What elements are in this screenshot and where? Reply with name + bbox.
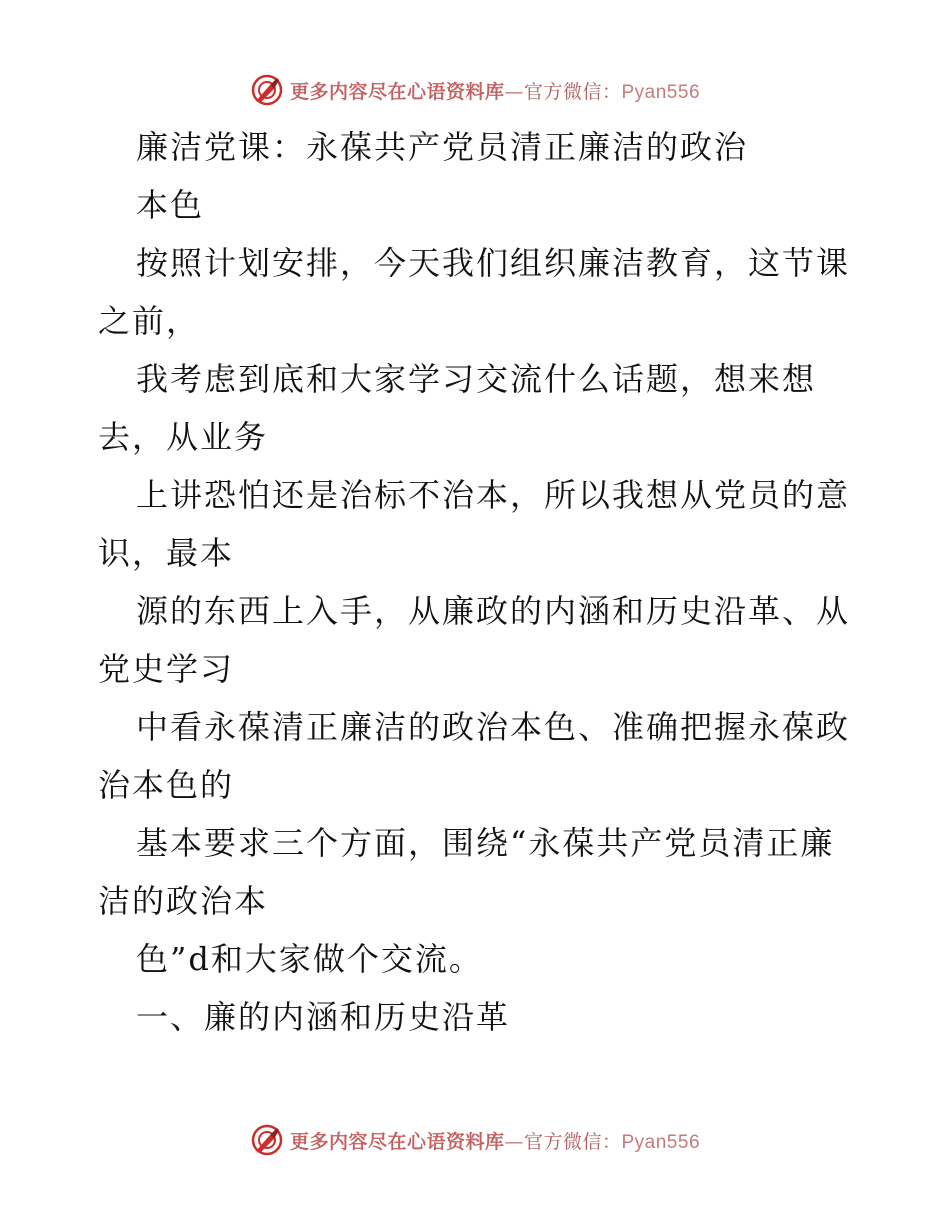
watermark-separator: — (504, 1130, 524, 1153)
paragraph-line: 源的东西上入手，从廉政的内涵和历史沿革、从 (136, 592, 851, 630)
paragraph-line: 去，从业务 (98, 418, 269, 456)
footer-watermark (0, 1120, 950, 1160)
paragraph-line: 识，最本 (98, 534, 235, 572)
paragraph-line: 上讲恐怕还是治标不治本，所以我想从党员的意 (136, 476, 851, 514)
watermark-account: Pyan556 (621, 81, 701, 103)
paragraph-line: 治本色的 (98, 766, 235, 804)
watermark-brand: 更多内容尽在心语资料库 (289, 1130, 505, 1153)
watermark-brand: 更多内容尽在心语资料库 (289, 80, 505, 103)
section-heading: 一、廉的内涵和历史沿革 (136, 998, 511, 1036)
paragraph-line: 洁的政治本 (98, 882, 269, 920)
document-body (98, 118, 858, 1046)
library-logo-icon (250, 73, 284, 107)
paragraph-line: 党史学习 (98, 650, 235, 688)
header-watermark (0, 70, 950, 110)
paragraph-line: 基本要求三个方面，围绕“永葆共产党员清正廉 (136, 824, 835, 862)
watermark-separator: — (504, 80, 524, 103)
watermark-text (290, 1127, 700, 1154)
paragraph-line: 我考虑到底和大家学习交流什么话题，想来想 (136, 360, 817, 398)
library-logo-icon (250, 1123, 284, 1157)
watermark-text (290, 77, 700, 104)
document-title-line-1: 廉洁党课：永葆共产党员清正廉洁的政治 (136, 128, 749, 166)
document-title-line-2: 本色 (136, 186, 205, 224)
watermark-account: Pyan556 (621, 1131, 701, 1153)
paragraph-line: 按照计划安排，今天我们组织廉洁教育，这节课 (136, 244, 851, 282)
watermark-contact-label: 官方微信： (523, 1130, 622, 1153)
watermark-contact-label: 官方微信： (523, 80, 622, 103)
paragraph-line: 中看永葆清正廉洁的政治本色、准确把握永葆政 (136, 708, 851, 746)
paragraph-line: 色”d和大家做个交流。 (136, 940, 483, 978)
paragraph-line: 之前， (98, 302, 201, 340)
